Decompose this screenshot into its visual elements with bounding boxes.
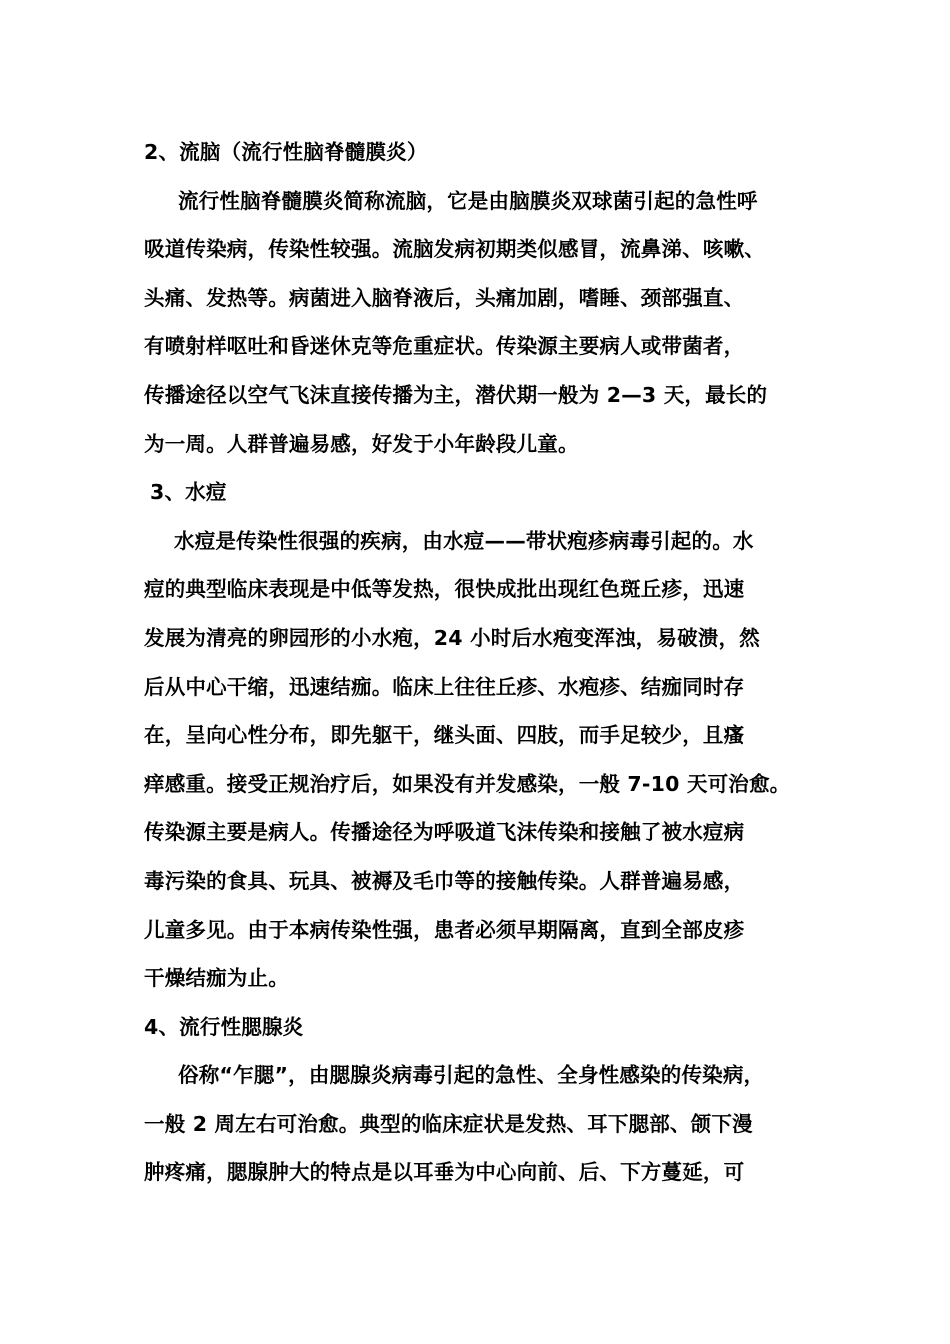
paragraph-line: 流行性脑脊髓膜炎简称流脑，它是由脑膜炎双球菌引起的急性呼	[178, 188, 758, 213]
paragraph-line: 后从中心干缩，迅速结痂。临床上往往丘疹、水疱疹、结痂同时存	[144, 674, 745, 699]
paragraph-line: 在，呈向心性分布，即先躯干，继头面、四肢，而手足较少，且瘙	[144, 723, 745, 748]
paragraph-line: 传染源主要是病人。传播途径为呼吸道飞沫传染和接触了被水痘病	[144, 820, 745, 845]
paragraph-line: 肿疼痛，腮腺肿大的特点是以耳垂为中心向前、后、下方蔓延，可	[144, 1160, 745, 1185]
paragraph-line: 痘的典型临床表现是中低等发热，很快成批出现红色斑丘疹，迅速	[144, 577, 745, 602]
paragraph-line: 干燥结痂为止。	[144, 966, 289, 991]
paragraph-line: 痒感重。接受正规治疗后，如果没有并发感染，一般 7-10 天可治愈。	[144, 771, 791, 796]
paragraph-line: 吸道传染病，传染性较强。流脑发病初期类似感冒，流鼻涕、咳嗽、	[144, 237, 765, 262]
paragraph-line: 传播途径以空气飞沫直接传播为主，潜伏期一般为 2—3 天，最长的	[144, 382, 768, 407]
document-body	[144, 128, 824, 1197]
paragraph-line: 发展为清亮的卵园形的小水疱，24 小时后水疱变浑浊，易破溃，然	[144, 625, 760, 650]
section-heading-chickenpox: 3、水痘	[150, 480, 227, 505]
paragraph-line: 有喷射样呕吐和昏迷休克等危重症状。传染源主要病人或带菌者，	[144, 334, 745, 359]
paragraph-line: 俗称“乍腮”，由腮腺炎病毒引起的急性、全身性感染的传染病，	[178, 1063, 765, 1088]
paragraph-line: 一般 2 周左右可治愈。典型的临床症状是发热、耳下腮部、颌下漫	[144, 1111, 753, 1136]
section-heading-mumps: 4、流行性腮腺炎	[144, 1014, 304, 1039]
paragraph-line: 毒污染的食具、玩具、被褥及毛巾等的接触传染。人群普遍易感，	[144, 868, 745, 893]
paragraph-line: 头痛、发热等。病菌进入脑脊液后，头痛加剧，嗜睡、颈部强直、	[144, 285, 745, 310]
section-heading-meningitis: 2、流脑（流行性脑脊髓膜炎）	[144, 140, 428, 164]
paragraph-line: 水痘是传染性很强的疾病，由水痘——带状疱疹病毒引起的。水	[174, 528, 754, 553]
paragraph-line: 儿童多见。由于本病传染性强，患者必须早期隔离，直到全部皮疹	[144, 917, 745, 942]
paragraph-line: 为一周。人群普遍易感，好发于小年龄段儿童。	[144, 431, 579, 456]
